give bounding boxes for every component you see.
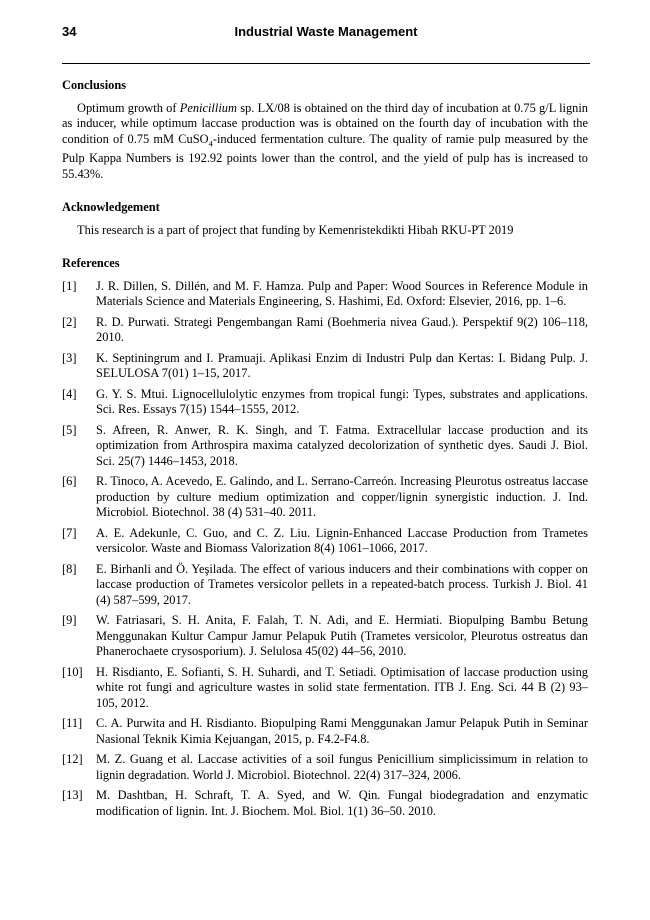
reference-item bbox=[62, 423, 588, 470]
acknowledgement-heading: Acknowledgement bbox=[62, 200, 160, 215]
reference-item bbox=[62, 752, 588, 783]
conclusions-heading: Conclusions bbox=[62, 78, 127, 92]
reference-number: [10] bbox=[62, 664, 83, 679]
reference-number: [2] bbox=[62, 314, 77, 329]
page-number: 34 bbox=[62, 24, 77, 39]
conclusions-text-2: sp. LX/08 is obtained on the third day of incubation at 0.75 g/L lignin as inducer, while optimum laccase production was is obtained on the fourth day of incubation with the condition of 0.75 mM CuSO bbox=[62, 100, 588, 146]
reference-text: G. Y. S. Mtui. Lignocellulolytic enzymes from tropical fungi: Types, substrates and applications. Sci. Res. Essays 7(15) 1544–1555, 2012. bbox=[96, 386, 588, 417]
reference-number: [13] bbox=[62, 788, 83, 803]
reference-item bbox=[62, 613, 588, 660]
conclusions-paragraph bbox=[62, 101, 588, 183]
reference-text: M. Z. Guang et al. Laccase activities of a soil fungus Penicillium simplicissimum in relation to lignin degradation. World J. Microbiol. Biotechnol. 22(4) 317–324, 2006. bbox=[96, 752, 588, 782]
references-section bbox=[62, 256, 588, 819]
reference-number: [5] bbox=[62, 422, 77, 437]
genus-name: Penicillium bbox=[179, 100, 237, 115]
reference-number: [3] bbox=[62, 350, 77, 365]
reference-number: [4] bbox=[62, 386, 77, 401]
reference-number: [12] bbox=[62, 752, 83, 767]
subscript-4: 4 bbox=[208, 137, 213, 148]
reference-item bbox=[62, 562, 588, 609]
conclusions-text-3: -induced fermentation culture. The quality of ramie pulp measured by the Pulp Kappa Numbers is 192.92 points lower than the control, and the yield of pulp has is increased to 55.43%. bbox=[62, 131, 589, 181]
reference-number: [9] bbox=[62, 613, 77, 628]
reference-item bbox=[62, 716, 588, 747]
reference-text: C. A. Purwita and H. Risdianto. Biopulping Rami Menggunakan Jamur Pelapuk Putih in Seminar Nasional Teknik Kimia Kejuangan, 2015, p. F4.2-F4.8. bbox=[96, 716, 588, 746]
reference-item bbox=[62, 315, 588, 346]
page-content bbox=[62, 78, 588, 824]
conclusions-text-1: Optimum growth of bbox=[77, 100, 180, 115]
reference-text: R. D. Purwati. Strategi Pengembangan Rami (Boehmeria nivea Gaud.). Perspektif 9(2) 106–118, 2010. bbox=[96, 314, 588, 345]
reference-list bbox=[62, 279, 588, 820]
conclusions-section bbox=[62, 78, 588, 182]
reference-text: M. Dashtban, H. Schraft, T. A. Syed, and W. Qin. Fungal biodegradation and enzymatic modification of lignin. Int. J. Biochem. Mol. Biol. 1(1) 36–50. 2010. bbox=[96, 788, 588, 818]
reference-number: [7] bbox=[62, 525, 77, 540]
reference-item bbox=[62, 387, 588, 418]
reference-text: A. E. Adekunle, C. Guo, and C. Z. Liu. Lignin-Enhanced Laccase Production from Trametes versicolor. Waste and Biomass Valorization 8(4) 1061–1066, 2017. bbox=[96, 525, 588, 556]
acknowledgement-section bbox=[62, 200, 588, 238]
reference-number: [6] bbox=[62, 474, 77, 489]
reference-item bbox=[62, 665, 588, 712]
acknowledgement-paragraph: This research is a part of project that funding by Kemenristekdikti Hibah RKU-PT 2019 bbox=[77, 222, 514, 237]
running-header bbox=[62, 22, 590, 42]
reference-item bbox=[62, 788, 588, 819]
reference-number: [1] bbox=[62, 278, 77, 293]
journal-title: Industrial Waste Management bbox=[234, 24, 418, 39]
header-rule bbox=[62, 63, 590, 64]
reference-item bbox=[62, 279, 588, 310]
reference-number: [8] bbox=[62, 561, 77, 576]
reference-item bbox=[62, 526, 588, 557]
reference-number: [11] bbox=[62, 716, 83, 731]
references-heading: References bbox=[62, 256, 120, 271]
reference-text: S. Afreen, R. Anwer, R. K. Singh, and T. Fatma. Extracellular laccase production and its optimization from Arthrospira maxima catalyzed decolorization of synthetic dyes. Saudi J. Biol. Sci. 25(7) 1446–1453, 2018. bbox=[96, 422, 588, 468]
reference-item bbox=[62, 351, 588, 382]
reference-text: E. Birhanli and Ö. Yeşilada. The effect of various inducers and their combinations with copper on laccase production of Trametes versicolor pellets in a repeated-batch process. Turkish J. Biol. 41 (4) 587–599, 2017. bbox=[96, 561, 588, 607]
reference-item bbox=[62, 474, 588, 521]
reference-text: H. Risdianto, E. Sofianti, S. H. Suhardi, and T. Setiadi. Optimisation of laccase production using white rot fungi and agriculture wastes in solid state fermentation. ITB J. Eng. Sci. 44 B (2) 93–105, 2012. bbox=[96, 664, 588, 710]
reference-text: K. Septiningrum and I. Pramuaji. Aplikasi Enzim di Industri Pulp dan Kertas: I. Bidang Pulp. J. SELULOSA 7(01) 1–15, 2017. bbox=[96, 350, 588, 381]
reference-text: R. Tinoco, A. Acevedo, E. Galindo, and L. Serrano-Carreón. Increasing Pleurotus ostreatus laccase production by culture medium optimization and copper/lignin synergistic induction. J. Ind. Microbiol. Biotechnol. 38 (4) 531–40. 2011. bbox=[96, 474, 588, 520]
reference-text: J. R. Dillen, S. Dillén, and M. F. Hamza. Pulp and Paper: Wood Sources in Reference Module in Materials Science and Materials Engineering, S. Hashimi, Ed. Oxford: Elsevier, 2016, pp. 1–6. bbox=[96, 278, 588, 309]
reference-text: W. Fatriasari, S. H. Anita, F. Falah, T. N. Adi, and E. Hermiati. Biopulping Bambu Betung Menggunakan Kultur Campur Jamur Pelapuk Putih (Trametes versicolor, Pleurotus ostreatus dan Phanerochaete crysosporium). J. Selulosa 45(02) 44–56, 2010. bbox=[96, 613, 588, 659]
